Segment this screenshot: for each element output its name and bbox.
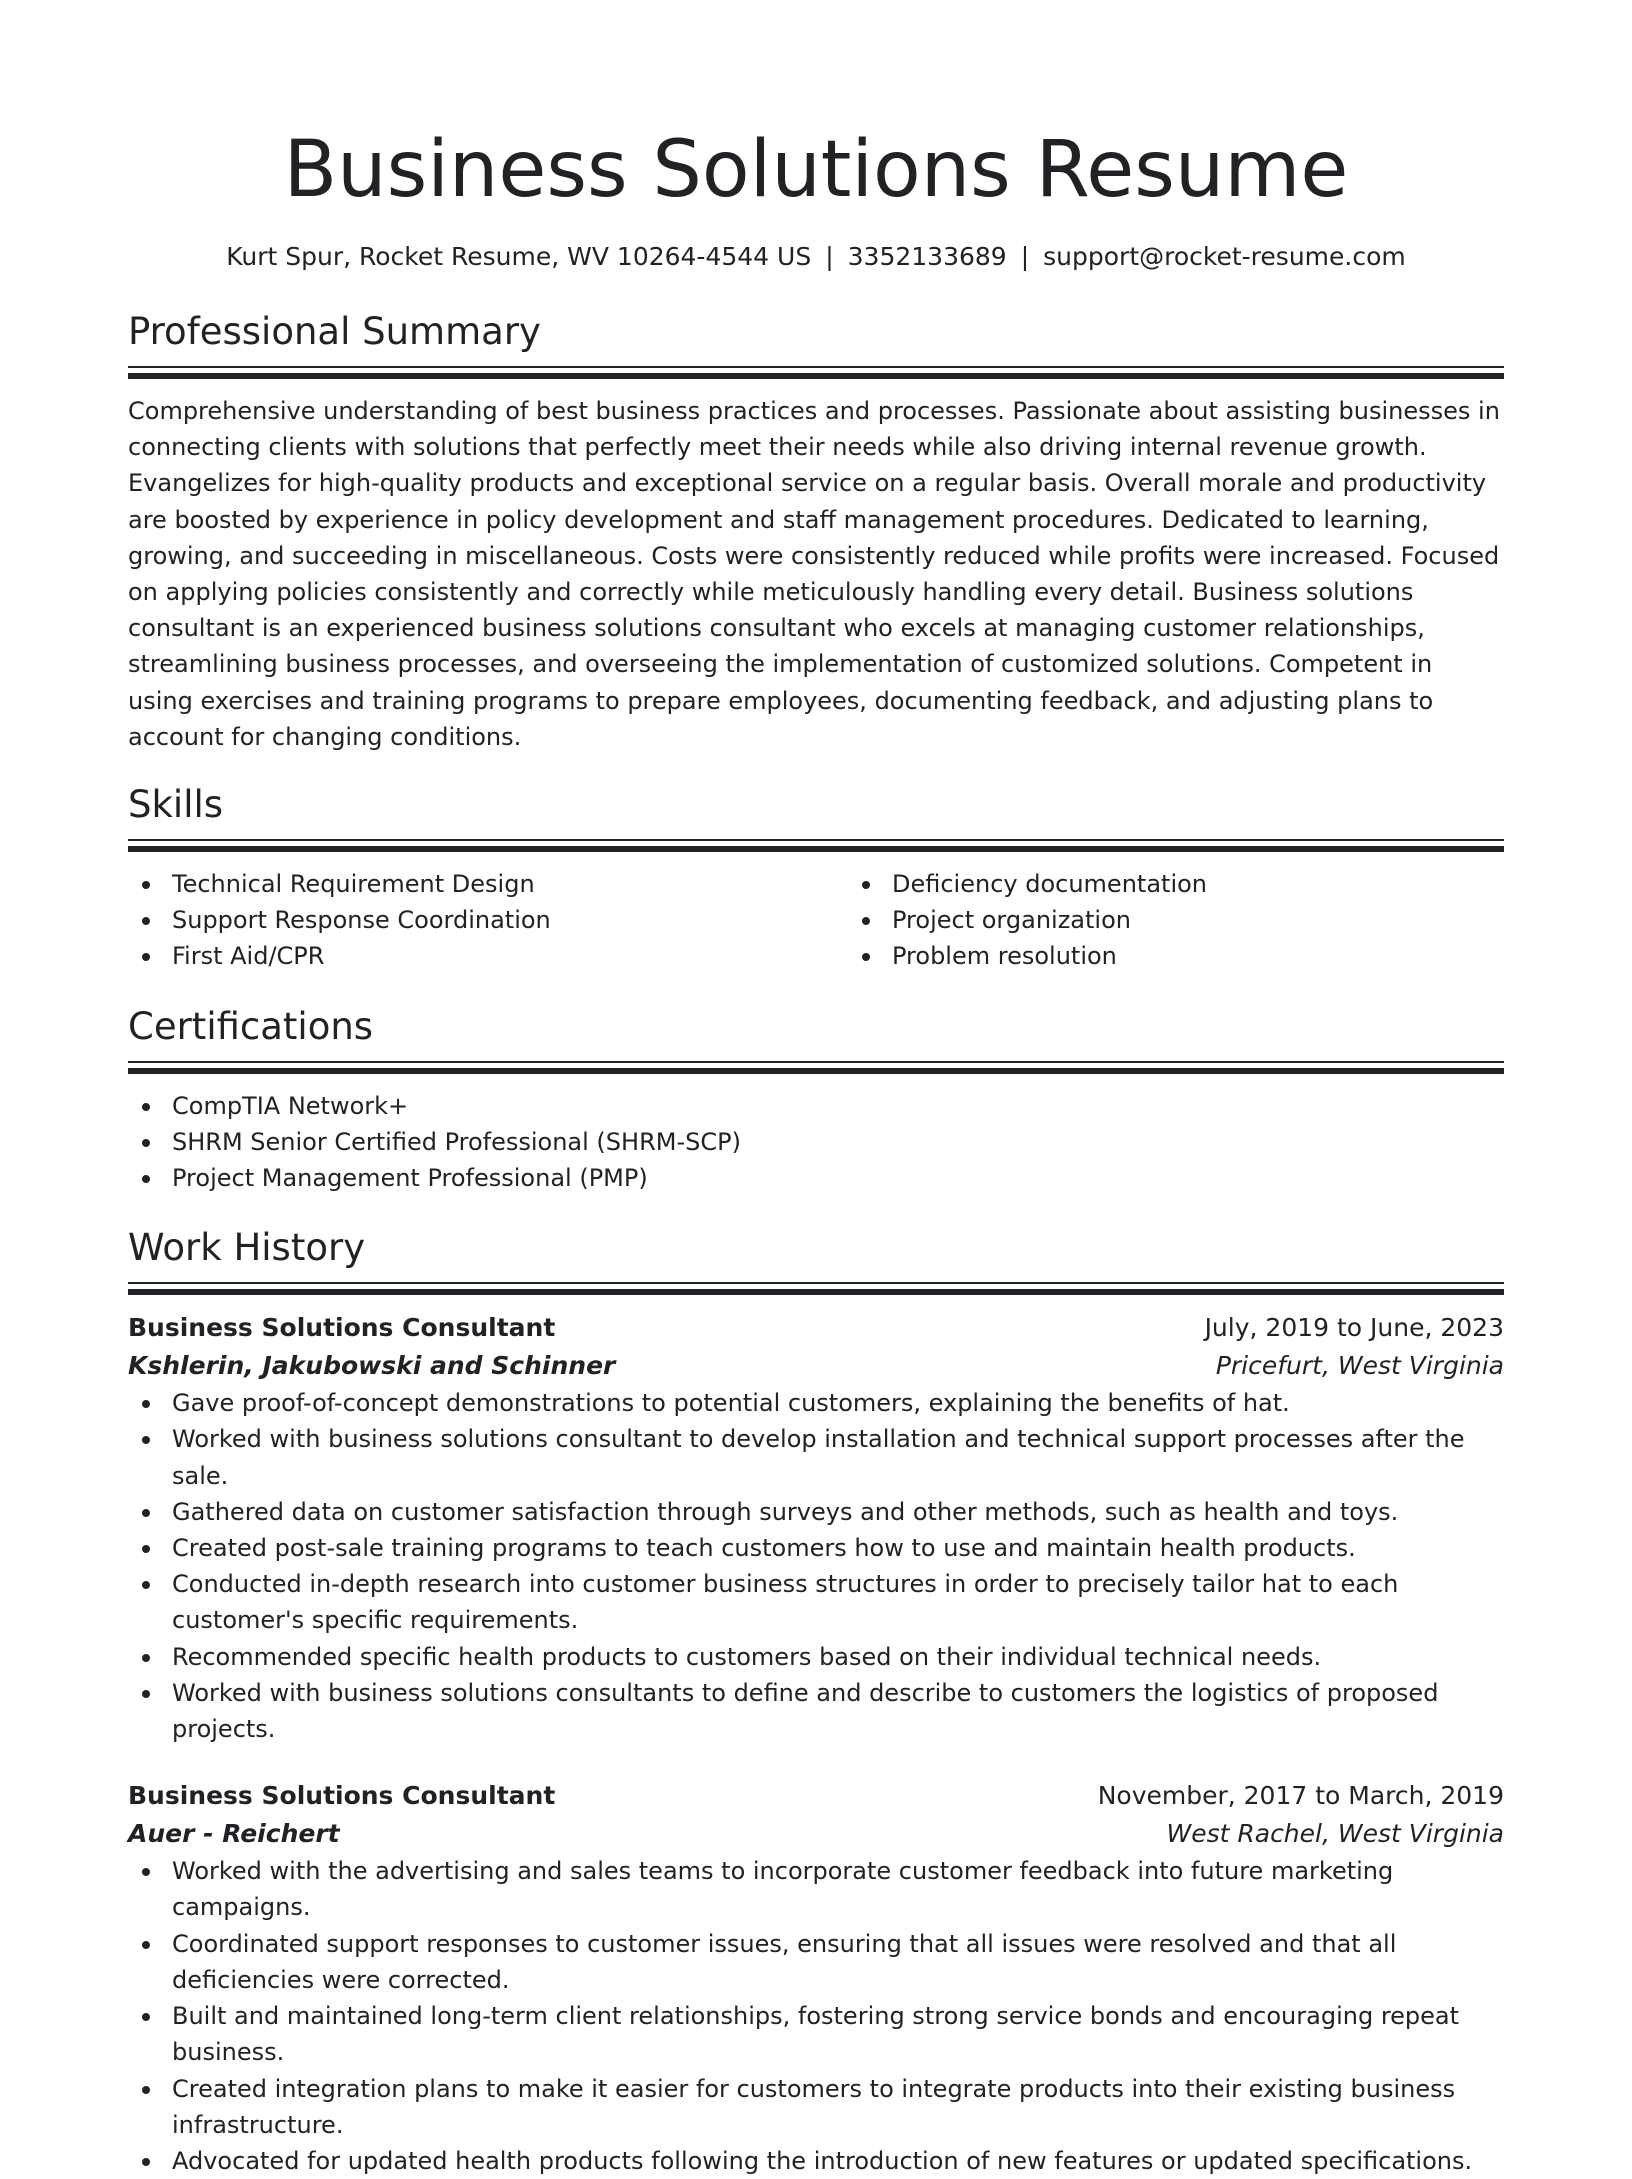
contact-separator: | (1020, 242, 1030, 271)
skill-item: First Aid/CPR (172, 938, 848, 974)
skills-column-1 (128, 866, 848, 975)
summary-text: Comprehensive understanding of best business practices and processes. Passionate about assisting businesses in connecting clients with solutions that perfectly meet their needs while also driving internal revenue growth. Evangelizes for high-quality products and exceptional service on a regular basis. Overall morale and productivity are boosted by experience in policy development and staff management procedures. Dedicated to learning, growing, and succeeding in miscellaneous. Costs were consistently reduced while profits were increased. Focused on applying policies consistently and correctly while meticulously handling every detail. Business solutions consultant is an experienced business solutions consultant who excels at managing customer relationships, streamlining business processes, and overseeing the implementation of customized solutions. Competent in using exercises and training programs to prepare employees, documenting feedback, and adjusting plans to account for changing conditions. (128, 397, 1500, 751)
certification-item: CompTIA Network+ (172, 1088, 1504, 1124)
job-location: West Rachel, West Virginia (1166, 1819, 1504, 1849)
skill-item: Deficiency documentation (892, 866, 1504, 902)
section-divider (128, 1061, 1504, 1074)
job-subheader (128, 1815, 1504, 1853)
job-bullet: Worked with the advertising and sales teams to incorporate customer feedback into future marketing campaigns. (172, 1853, 1504, 1925)
skill-item: Support Response Coordination (172, 902, 848, 938)
job-bullet: Advocated for updated health products following the introduction of new features or updated specifications. (172, 2143, 1504, 2179)
summary-section (128, 308, 1504, 755)
job-bullet: Created post-sale training programs to teach customers how to use and maintain health products. (172, 1530, 1504, 1566)
contact-address: Kurt Spur, Rocket Resume, WV 10264-4544 US (226, 242, 812, 271)
skill-item: Project organization (892, 902, 1504, 938)
job-location: Pricefurt, West Virginia (1215, 1351, 1504, 1381)
job-bullet: Conducted in-depth research into customer business structures in order to precisely tailor hat to each customer's specific requirements. (172, 1566, 1504, 1638)
skill-item: Technical Requirement Design (172, 866, 848, 902)
contact-email: support@rocket-resume.com (1043, 242, 1406, 271)
work-history-section (128, 1224, 1504, 2179)
job-bullet: Created integration plans to make it easier for customers to integrate products into their existing business infrastructure. (172, 2071, 1504, 2143)
job-header (128, 1777, 1504, 1815)
job-subheader (128, 1347, 1504, 1385)
contact-separator: | (825, 242, 834, 271)
skills-column-2 (848, 866, 1504, 975)
job-entry (128, 1309, 1504, 1747)
job-employer: Auer - Reichert (128, 1819, 340, 1849)
section-divider (128, 1282, 1504, 1295)
job-header (128, 1309, 1504, 1347)
job-bullet: Gave proof-of-concept demonstrations to potential customers, explaining the benefits of hat. (172, 1385, 1504, 1421)
skill-item: Problem resolution (892, 938, 1504, 974)
job-bullet: Gathered data on customer satisfaction through surveys and other methods, such as health and toys. (172, 1494, 1504, 1530)
job-bullets (128, 1385, 1504, 1747)
certifications-list (128, 1088, 1504, 1197)
summary-heading: Professional Summary (128, 310, 541, 353)
skills-section (128, 781, 1504, 975)
skills-grid (128, 866, 1504, 975)
certifications-heading: Certifications (128, 1004, 374, 1048)
certifications-section (128, 1003, 1504, 1197)
job-bullet: Recommended specific health products to customers based on their individual technical needs. (172, 1639, 1504, 1675)
job-title: Business Solutions Consultant (128, 1781, 556, 1811)
resume-title: Business Solutions Resume (283, 125, 1349, 215)
certification-item: Project Management Professional (PMP) (172, 1160, 1504, 1196)
job-bullet: Coordinated support responses to customer issues, ensuring that all issues were resolved and that all deficiencies were corrected. (172, 1926, 1504, 1998)
contact-phone: 3352133689 (847, 242, 1007, 271)
contact-line (128, 240, 1504, 274)
job-entry (128, 1777, 1504, 2179)
job-dates: July, 2019 to June, 2023 (1204, 1313, 1504, 1343)
job-bullet: Worked with business solutions consultant to develop installation and technical support processes after the sale. (172, 1421, 1504, 1493)
job-bullets (128, 1853, 1504, 2179)
job-title: Business Solutions Consultant (128, 1313, 556, 1343)
job-dates: November, 2017 to March, 2019 (1097, 1781, 1504, 1811)
job-bullet: Worked with business solutions consultants to define and describe to customers the logistics of proposed projects. (172, 1675, 1504, 1747)
section-divider (128, 366, 1504, 379)
job-employer: Kshlerin, Jakubowski and Schinner (128, 1351, 616, 1381)
certification-item: SHRM Senior Certified Professional (SHRM-SCP) (172, 1124, 1504, 1160)
work-history-heading: Work History (128, 1226, 366, 1270)
section-divider (128, 839, 1504, 852)
skills-heading: Skills (128, 783, 224, 827)
job-bullet: Built and maintained long-term client relationships, fostering strong service bonds and encouraging repeat business. (172, 1998, 1504, 2070)
